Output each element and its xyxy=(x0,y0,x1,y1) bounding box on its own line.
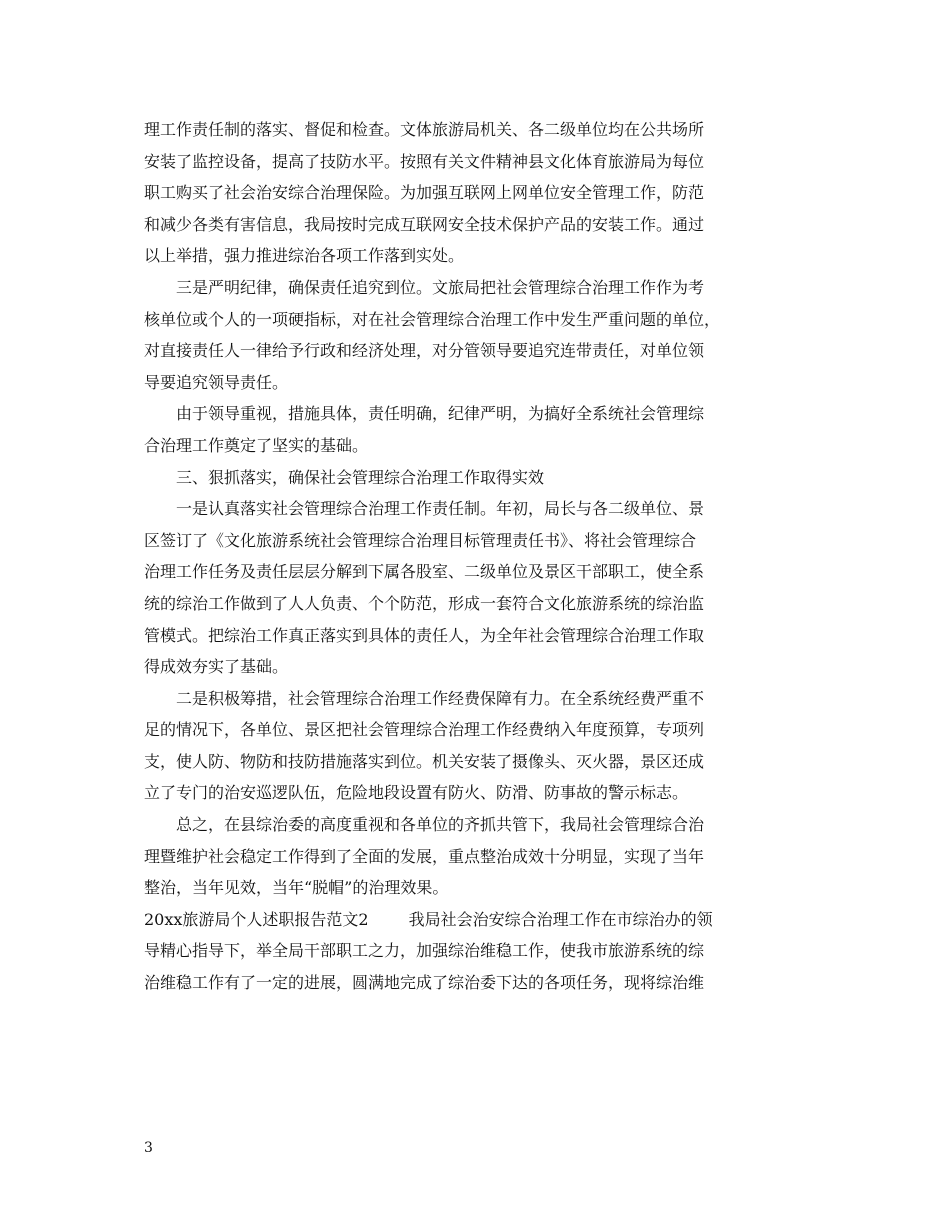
text-line: 理暨维护社会稳定工作得到了全面的发展，重点整治成效十分明显，实现了当年 xyxy=(144,846,705,866)
section-heading: 三、狠抓落实，确保社会管理综合治理工作取得实效 xyxy=(176,467,545,487)
text-line: 以上举措，强力推进综治各项工作落到实处。 xyxy=(144,246,465,266)
paragraph-start-line: 总之，在县综治委的高度重视和各单位的齐抓共管下，我局社会管理综合治 xyxy=(176,815,705,835)
text-line: 治理工作任务及责任层层分解到下属各股室、二级单位及景区干部职工，使全系 xyxy=(144,562,705,582)
text-line: 职工购买了社会治安综合治理保险。为加强互联网上网单位安全管理工作，防范 xyxy=(144,183,705,203)
report-title: 20xx旅游局个人述职报告范文2 xyxy=(144,909,369,929)
report-first-line: 我局社会治安综合治理工作在市综治办的领 xyxy=(408,909,713,929)
paragraph-start-line: 三是严明纪律，确保责任追究到位。文旅局把社会管理综合治理工作作为考 xyxy=(176,277,705,297)
text-line: 导精心指导下，举全局干部职工之力，加强综治维稳工作，使我市旅游系统的综 xyxy=(144,941,705,961)
report-title-line xyxy=(144,904,816,936)
text-line: 理工作责任制的落实、督促和检查。文体旅游局机关、各二级单位均在公共场所 xyxy=(144,120,705,139)
text-line: 立了专门的治安巡逻队伍，危险地段设置有防火、防滑、防事故的警示标志。 xyxy=(144,783,689,803)
text-line: 对直接责任人一律给予行政和经济处理，对分管领导要追究连带责任，对单位领 xyxy=(144,341,705,361)
text-line: 核单位或个人的一项硬指标，对在社会管理综合治理工作中发生严重问题的单位， xyxy=(144,309,721,329)
text-line: 管模式。把综治工作真正落实到具体的责任人，为全年社会管理综合治理工作取 xyxy=(144,625,705,645)
text-line: 区签订了《文化旅游系统社会管理综合治理目标管理责任书》、将社会管理综合 xyxy=(144,530,697,550)
text-line: 足的情况下，各单位、景区把社会管理综合治理工作经费纳入年度预算，专项列 xyxy=(144,720,705,740)
text-line: 整治，当年见效，当年“脱帽”的治理效果。 xyxy=(144,878,449,898)
page-number: 3 xyxy=(144,1140,153,1156)
document-body xyxy=(144,114,816,999)
text-line: 统的综治工作做到了人人负责、个个防范，形成一套符合文化旅游系统的综治监 xyxy=(144,593,705,613)
paragraph-start-line: 一是认真落实社会管理综合治理工作责任制。年初，局长与各二级单位、景 xyxy=(176,499,705,519)
paragraph-start-line: 二是积极筹措，社会管理综合治理工作经费保障有力。在全系统经费严重不 xyxy=(176,688,705,708)
text-line: 治维稳工作有了一定的进展，圆满地完成了综治委下达的各项任务，现将综治维 xyxy=(144,973,705,993)
text-line: 安装了监控设备，提高了技防水平。按照有关文件精神县文化体育旅游局为每位 xyxy=(144,151,705,171)
text-line: 和减少各类有害信息，我局按时完成互联网安全技术保护产品的安装工作。通过 xyxy=(144,214,705,234)
text-line: 合治理工作奠定了坚实的基础。 xyxy=(144,435,369,455)
text-line: 得成效夯实了基础。 xyxy=(144,657,289,677)
paragraph-start-line: 由于领导重视，措施具体，责任明确，纪律严明，为搞好全系统社会管理综 xyxy=(176,404,705,424)
text-line: 导要追究领导责任。 xyxy=(144,372,289,392)
text-line: 支，使人防、物防和技防措施落实到位。机关安装了摄像头、灭火器，景区还成 xyxy=(144,751,705,771)
